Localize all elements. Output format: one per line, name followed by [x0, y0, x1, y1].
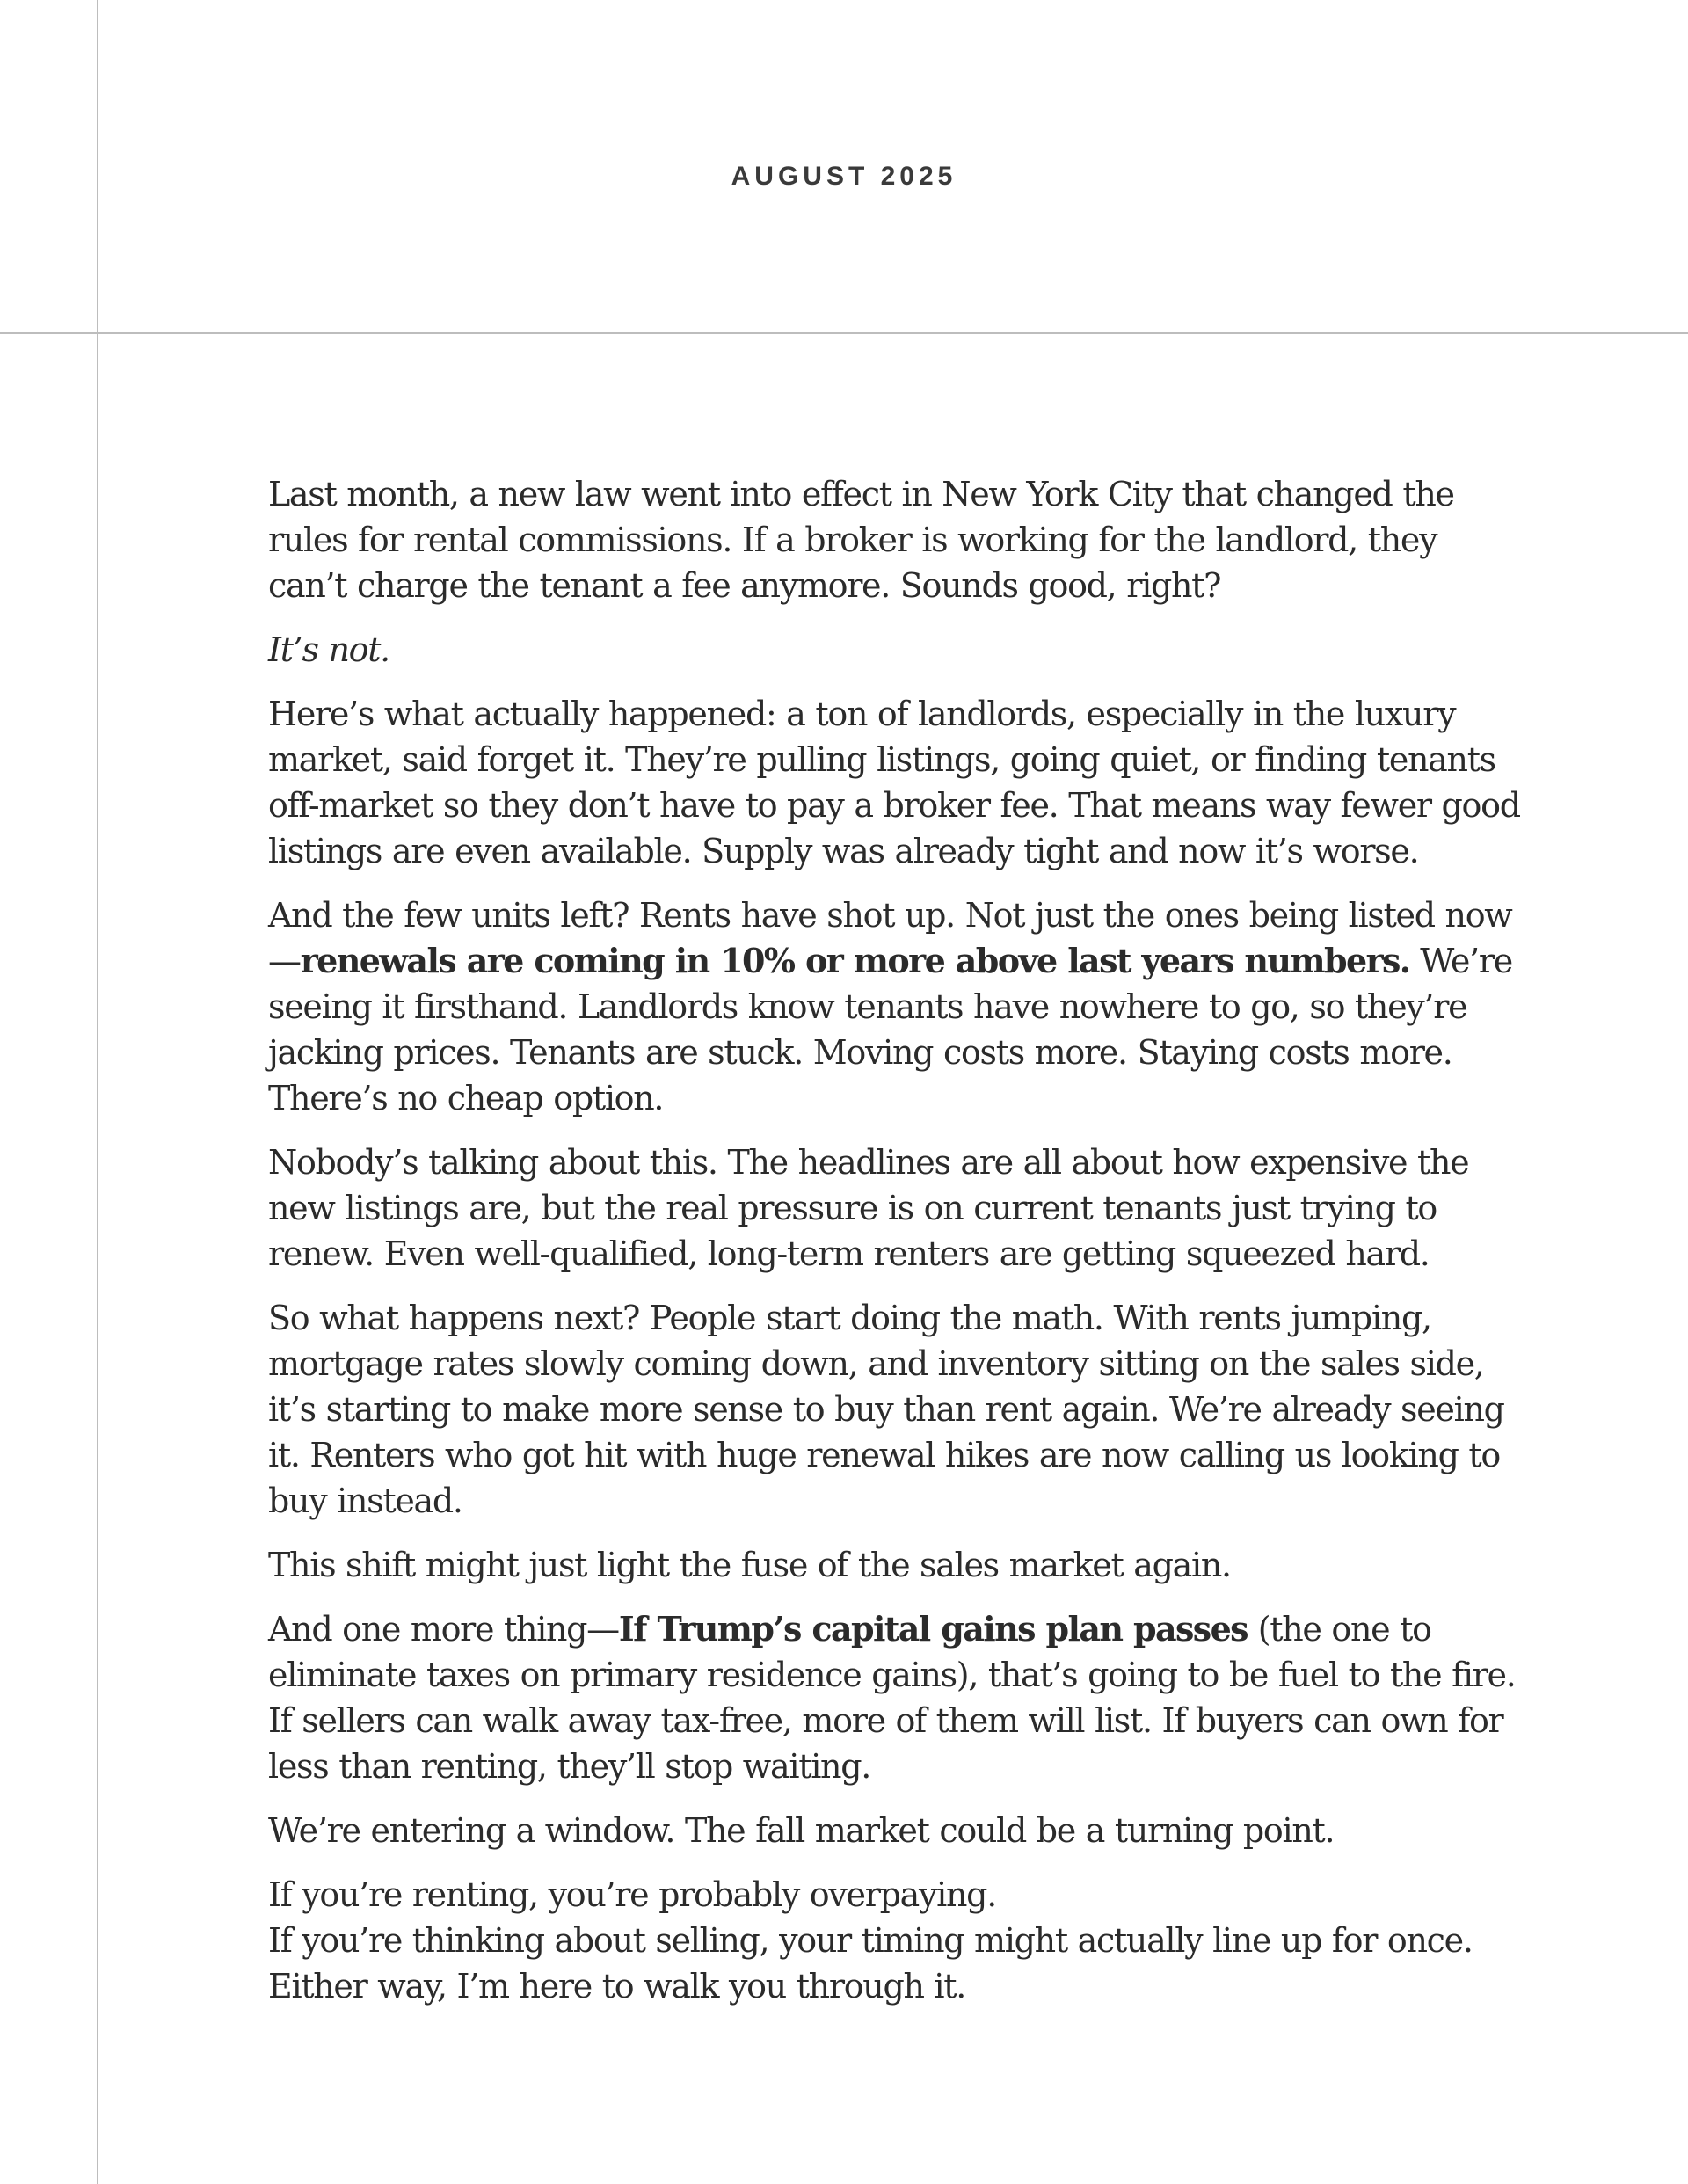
- paragraph-capital-gains-end: (the one to eliminate taxes on primary residence gains), that’s going to be fuel to the fire. If sellers can walk away tax-free, more of them will list. If buyers can own for less than renting, they’ll stop waiting.: [268, 1610, 1516, 1786]
- closing-line-either-way: Either way, I’m here to walk you through it.: [268, 1967, 966, 2006]
- emphasis-its-not: It’s not.: [268, 630, 389, 669]
- paragraph-capital-gains: [268, 1606, 1525, 1789]
- vertical-rule: [97, 0, 98, 2184]
- paragraph-capital-gains-start: And one more thing—: [268, 1610, 619, 1649]
- paragraph-what-happened: Here’s what actually happened: a ton of landlords, especially in the luxury market, said forget it. They’re pulling listings, going quiet, or finding tenants off-market so they don’t have to pay a broker fee. That means way fewer good listings are even available. Supply was already tight and now it’s worse.: [268, 695, 1520, 870]
- paragraph-what-next: So what happens next? People start doing the math. With rents jumping, mortgage rates slowly coming down, and inventory sitting on the sales side, it’s starting to make more sense to buy than rent again. We’re already seeing it. Renters who got hit with huge renewal hikes are now calling us looking to buy instead.: [268, 1299, 1504, 1520]
- highlight-renewals: renewals are coming in 10% or more above last years numbers.: [300, 941, 1410, 980]
- paragraph-its-not: [268, 627, 1525, 673]
- issue-date: AUGUST 2025: [731, 162, 957, 191]
- paragraph-rents-up-start: And the few units left? Rents have shot up. Not just the ones being listed now—: [268, 896, 1512, 980]
- paragraph-light-fuse: This shift might just light the fuse of the sales market again.: [268, 1546, 1231, 1584]
- paragraph-window: We’re entering a window. The fall market could be a turning point.: [268, 1811, 1335, 1850]
- paragraph-closing: [268, 1872, 1525, 2009]
- highlight-capital-gains: If Trump’s capital gains plan passes: [618, 1609, 1248, 1649]
- horizontal-rule: [0, 332, 1688, 334]
- closing-line-renting: If you’re renting, you’re probably overpaying.: [268, 1875, 996, 1914]
- paragraph-rental-law: Last month, a new law went into effect in New York City that changed the rules for rental commissions. If a broker is working for the landlord, they can’t charge the tenant a fee anymore. Sounds good, right?: [268, 475, 1454, 605]
- closing-line-selling: If you’re thinking about selling, your timing might actually line up for once.: [268, 1921, 1473, 1960]
- newsletter-article: [268, 471, 1525, 2027]
- paragraph-rents-up: [268, 892, 1525, 1121]
- paragraph-nobody-talking: Nobody’s talking about this. The headlines are all about how expensive the new listings are, but the real pressure is on current tenants just trying to renew. Even well-qualified, long-term renters are getting squeezed hard.: [268, 1143, 1469, 1273]
- paragraph-rents-up-end: We’re seeing it firsthand. Landlords know tenants have nowhere to go, so they’re jacking prices. Tenants are stuck. Moving costs more. Staying costs more. There’s no cheap option.: [268, 942, 1512, 1117]
